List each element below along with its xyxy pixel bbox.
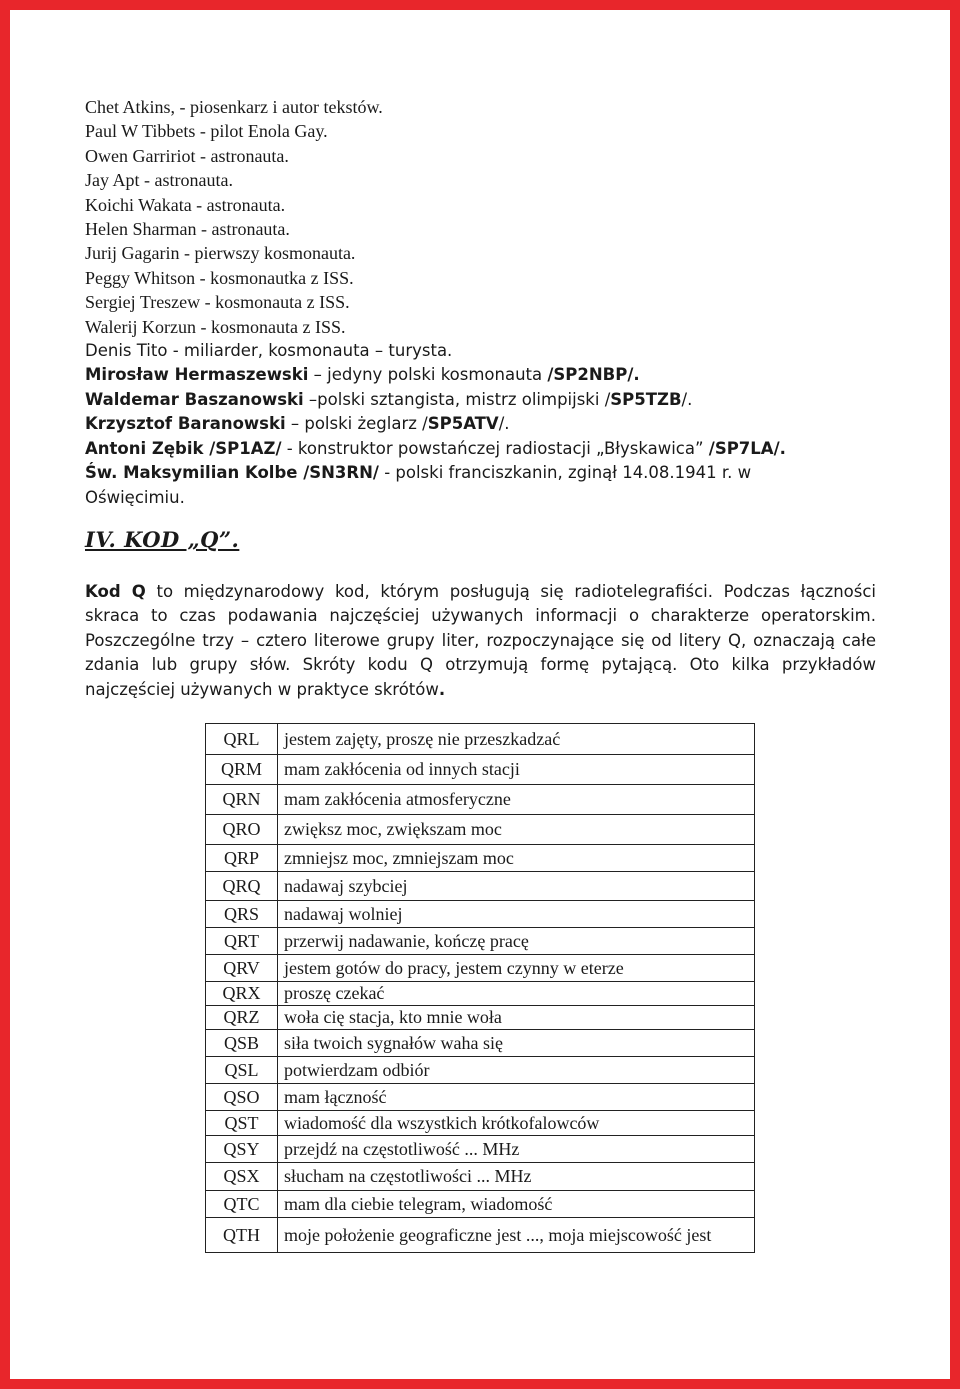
table-row xyxy=(206,1057,755,1084)
q-meaning: przerwij nadawanie, kończę pracę xyxy=(278,928,755,955)
list-item-zebik xyxy=(85,437,885,461)
punct: /. xyxy=(681,389,693,409)
callsign: SP5TZB xyxy=(610,389,682,409)
table-row xyxy=(206,1006,755,1030)
list-item: Peggy Whitson - kosmonautka z ISS. xyxy=(85,267,354,288)
q-meaning: mam łączność xyxy=(278,1084,755,1111)
q-meaning: jestem zajęty, proszę nie przeszkadzać xyxy=(278,724,755,755)
q-meaning: przejdź na częstotliwość ... MHz xyxy=(278,1136,755,1163)
list-item-kolbe xyxy=(85,461,885,485)
callsign: SP5ATV xyxy=(427,414,499,434)
list-item: Sergiej Treszew - kosmonauta z ISS. xyxy=(85,292,350,313)
table-row xyxy=(206,1030,755,1057)
q-meaning: woła cię stacja, kto mnie woła xyxy=(278,1006,755,1030)
q-meaning: mam zakłócenia od innych stacji xyxy=(278,755,755,785)
person-name: Waldemar Baszanowski xyxy=(85,389,304,409)
section-heading: IV. KOD „Q”. xyxy=(85,527,240,552)
list-item: Denis Tito - miliarder, kosmonauta – turysta. xyxy=(85,341,453,361)
table-row xyxy=(206,1163,755,1191)
q-meaning: proszę czekać xyxy=(278,982,755,1006)
q-code: QRL xyxy=(206,724,278,755)
list-item: Helen Sharman - astronauta. xyxy=(85,219,290,240)
table-row xyxy=(206,901,755,928)
q-code: QTC xyxy=(206,1191,278,1218)
q-meaning: słucham na częstotliwości ... MHz xyxy=(278,1163,755,1191)
q-code: QSO xyxy=(206,1084,278,1111)
q-code: QSB xyxy=(206,1030,278,1057)
q-meaning: moje położenie geograficzne jest ..., moja miejscowość jest xyxy=(278,1218,755,1253)
q-code: QSX xyxy=(206,1163,278,1191)
q-meaning: siła twoich sygnałów waha się xyxy=(278,1030,755,1057)
list-item: Owen Garririot - astronauta. xyxy=(85,145,289,166)
list-item: Paul W Tibbets - pilot Enola Gay. xyxy=(85,121,328,142)
table-row xyxy=(206,928,755,955)
q-code: QRZ xyxy=(206,1006,278,1030)
table-row xyxy=(206,755,755,785)
description: - polski franciszkanin, zginął 14.08.1941 r. w xyxy=(378,463,752,483)
person-name: Antoni Zębik /SP1AZ/ xyxy=(85,438,282,458)
person-name: Mirosław Hermaszewski xyxy=(85,365,309,385)
person-name: Św. Maksymilian Kolbe /SN3RN/ xyxy=(85,463,379,483)
q-code: QSY xyxy=(206,1136,278,1163)
description: – polski żeglarz / xyxy=(285,414,428,434)
q-code: QRS xyxy=(206,901,278,928)
table-row xyxy=(206,815,755,845)
q-meaning: mam dla ciebie telegram, wiadomość xyxy=(278,1191,755,1218)
q-code: QTH xyxy=(206,1218,278,1253)
q-code: QRN xyxy=(206,785,278,815)
table-row xyxy=(206,1111,755,1136)
q-meaning: nadawaj szybciej xyxy=(278,872,755,901)
list-item-baranowski xyxy=(85,412,885,436)
list-item: Chet Atkins, - piosenkarz i autor tekstów. xyxy=(85,97,383,117)
list-item: Koichi Wakata - astronauta. xyxy=(85,194,286,215)
table-row xyxy=(206,872,755,901)
list-item: Walerij Korzun - kosmonauta z ISS. xyxy=(85,316,346,337)
table-row xyxy=(206,845,755,872)
q-code: QRM xyxy=(206,755,278,785)
q-code: QRV xyxy=(206,955,278,982)
q-meaning: mam zakłócenia atmosferyczne xyxy=(278,785,755,815)
list-item-baszanowski xyxy=(85,388,885,412)
q-code: QST xyxy=(206,1111,278,1136)
callsign: /SP7LA/. xyxy=(708,438,786,458)
table-row xyxy=(206,724,755,755)
list-item: Jay Apt - astronauta. xyxy=(85,170,233,191)
table-row xyxy=(206,785,755,815)
intro-paragraph xyxy=(85,580,876,702)
q-code: QRX xyxy=(206,982,278,1006)
table-row xyxy=(206,982,755,1006)
callsign: /SP2NBP/. xyxy=(547,365,640,385)
list-item: Jurij Gagarin - pierwszy kosmonauta. xyxy=(85,243,356,264)
list-item-kolbe-cont: Oświęcimiu. xyxy=(85,487,185,507)
description: – jedyny polski kosmonauta xyxy=(308,365,548,385)
table-row xyxy=(206,1084,755,1111)
punct: /. xyxy=(498,414,510,434)
table-row xyxy=(206,955,755,982)
person-name: Krzysztof Baranowski xyxy=(85,414,286,434)
q-meaning: potwierdzam odbiór xyxy=(278,1057,755,1084)
q-meaning: jestem gotów do pracy, jestem czynny w eterze xyxy=(278,955,755,982)
q-meaning: zmniejsz moc, zmniejszam moc xyxy=(278,845,755,872)
q-code: QRQ xyxy=(206,872,278,901)
description: - konstruktor powstańczej radiostacji „Błyskawica” xyxy=(281,438,709,458)
table-row xyxy=(206,1191,755,1218)
q-meaning: nadawaj wolniej xyxy=(278,901,755,928)
names-list xyxy=(85,95,885,510)
paragraph-body: to międzynarodowy kod, którym posługują się radiotelegrafiści. Podczas łączności skraca to czas podawania najczęściej używanych informacji o charakterze operatorskim. Poszczególne trzy – cztero literowe grupy liter, rozpoczynające się od litery Q, oznaczają całe zdania lub grupy słów. Skróty kodu Q otrzymują formę pytającą. Oto kilka przykładów najczęściej używanych w praktyce skrótów xyxy=(85,582,876,699)
q-code-table xyxy=(205,723,755,1253)
paragraph-lead: Kod Q xyxy=(85,582,146,601)
q-code: QRP xyxy=(206,845,278,872)
q-code: QSL xyxy=(206,1057,278,1084)
table-row xyxy=(206,1136,755,1163)
q-meaning: wiadomość dla wszystkich krótkofalowców xyxy=(278,1111,755,1136)
list-item-hermaszewski xyxy=(85,363,885,387)
table-row xyxy=(206,1218,755,1253)
paragraph-end: . xyxy=(438,679,446,699)
q-code: QRT xyxy=(206,928,278,955)
description: –polski sztangista, mistrz olimpijski / xyxy=(303,389,611,409)
q-meaning: zwiększ moc, zwiększam moc xyxy=(278,815,755,845)
q-code: QRO xyxy=(206,815,278,845)
